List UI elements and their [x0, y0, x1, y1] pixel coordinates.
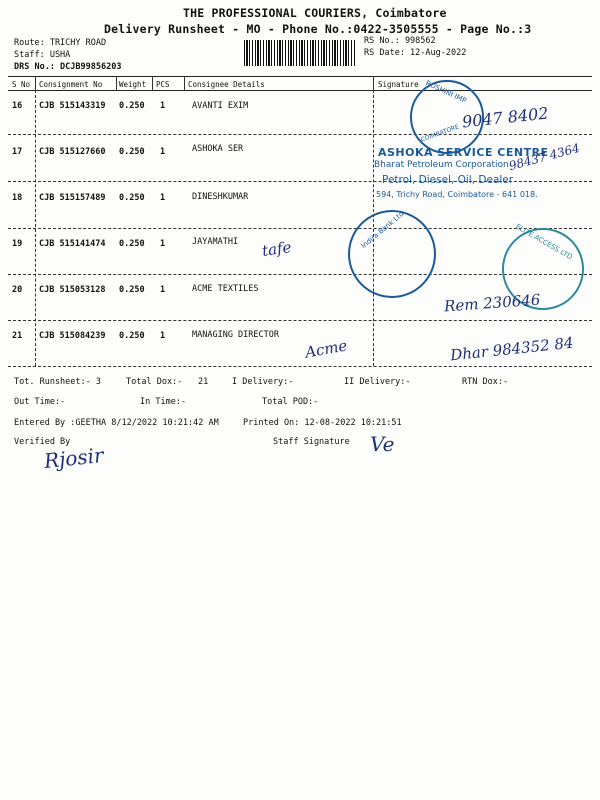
col-divider	[152, 76, 153, 90]
col-header-consignment: Consignment No	[39, 80, 103, 89]
signature-row21-b: Dhar 984352 84	[449, 333, 575, 365]
row-sno: 20	[12, 285, 23, 295]
row-divider	[8, 228, 592, 229]
row-weight: 0.250	[119, 285, 145, 295]
printed-on: Printed On: 12-08-2022 10:21:51	[243, 418, 402, 428]
signature-row20: Rem 230646	[443, 290, 541, 316]
row-sno: 18	[12, 193, 23, 203]
row-pcs: 1	[160, 331, 166, 341]
row-consignee: ACME TEXTILES	[192, 284, 259, 294]
row-weight: 0.250	[119, 147, 145, 157]
roshini-stamp-city: COIMBATORE	[420, 123, 460, 144]
row-consignment: CJB 515127660	[39, 147, 106, 157]
total-dox-value: 21	[198, 377, 209, 387]
row-consignee: JAYAMATHI	[192, 237, 239, 247]
row-consignee: DINESHKUMAR	[192, 192, 249, 202]
row-consignment: CJB 515143319	[39, 101, 106, 111]
staff-signature: Ve	[370, 432, 395, 456]
row-weight: 0.250	[119, 193, 145, 203]
row-sno: 19	[12, 239, 23, 249]
ashoka-stamp-line3: Petrol, Diesel, Oil, Dealer	[382, 174, 514, 186]
verified-by-label: Verified By	[14, 437, 71, 447]
row-pcs: 1	[160, 147, 166, 157]
row-consignee: AVANTI EXIM	[192, 101, 249, 111]
col-header-consignee: Consignee Details	[188, 80, 265, 89]
out-time: Out Time:-	[14, 397, 66, 407]
row-weight: 0.250	[119, 331, 145, 341]
col-header-weight: Weight	[119, 80, 147, 89]
ashoka-stamp-line4: 594, Trichy Road, Coimbatore - 641 018.	[376, 190, 538, 199]
row-pcs: 1	[160, 101, 166, 111]
row-consignment: CJB 515084239	[39, 331, 106, 341]
col-header-signature: Signature	[378, 80, 419, 89]
row-consignment: CJB 515141474	[39, 239, 106, 249]
row-consignee: ASHOKA SER	[192, 144, 244, 154]
row-consignment: CJB 515157489	[39, 193, 106, 203]
row-weight: 0.250	[119, 239, 145, 249]
roshini-stamp-text: ROSHINI IMP	[424, 79, 468, 105]
indira-stamp-text: Indira Bank Ltd	[359, 209, 406, 251]
row-divider	[8, 134, 592, 135]
signature-row17: 98437 4364	[507, 140, 582, 174]
row-pcs: 1	[160, 239, 166, 249]
col-divider	[373, 76, 374, 90]
col-divider	[184, 76, 185, 90]
company-title: THE PROFESSIONAL COURIERS, Coimbatore	[183, 6, 447, 20]
row-weight: 0.250	[119, 101, 145, 111]
row-pcs: 1	[160, 193, 166, 203]
col-divider	[35, 76, 36, 90]
row-sno: 21	[12, 331, 23, 341]
row-divider	[8, 366, 592, 367]
indira-stamp	[348, 210, 436, 298]
entered-by: Entered By :GEETHA 8/12/2022 10:21:42 AM	[14, 418, 219, 428]
ashoka-stamp-name: ASHOKA SERVICE CENTRE	[378, 146, 549, 159]
in-time: In Time:-	[140, 397, 187, 407]
col-header-pcs: PCS	[156, 80, 170, 89]
row-consignment: CJB 515053128	[39, 285, 106, 295]
row-divider	[8, 320, 592, 321]
col-header-sno: S No	[12, 80, 31, 89]
header-bottom-rule	[8, 90, 592, 91]
elite-stamp-text: ELITE ACCESS LTD	[514, 222, 574, 262]
ii-delivery: II Delivery:-	[344, 377, 411, 387]
route-label: Route: TRICHY ROAD	[14, 38, 107, 48]
verified-signature: Rjosir	[42, 442, 105, 474]
runsheet-subtitle: Delivery Runsheet - MO - Phone No.:0422-3505555 - Page No.:3	[104, 22, 532, 36]
rs-date: RS Date: 12-Aug-2022	[364, 48, 467, 58]
total-pod: Total POD:-	[262, 397, 319, 407]
signature-row16: 9047 8402	[461, 103, 550, 132]
drs-number: DRS No.: DCJB99856203	[14, 62, 122, 72]
rtn-dox: RTN Dox:-	[462, 377, 509, 387]
table-top-rule	[8, 76, 592, 77]
signature-row21-a: Acme	[303, 336, 349, 362]
rs-number: RS No.: 998562	[364, 36, 436, 46]
total-runsheet: Tot. Runsheet:- 3	[14, 377, 101, 387]
row-pcs: 1	[160, 285, 166, 295]
ashoka-stamp-line2: Bharat Petroleum Corporation	[374, 160, 509, 170]
i-delivery: I Delivery:-	[232, 377, 294, 387]
row-sno: 17	[12, 147, 23, 157]
staff-signature-label: Staff Signature	[273, 437, 350, 447]
row-sno: 16	[12, 101, 23, 111]
total-dox-label: Total Dox:-	[126, 377, 183, 387]
barcode	[244, 40, 356, 66]
staff-label: Staff: USHA	[14, 50, 71, 60]
signature-row19: tafe	[260, 238, 293, 260]
row-consignee: MANAGING DIRECTOR	[192, 330, 279, 340]
col-divider	[116, 76, 117, 90]
